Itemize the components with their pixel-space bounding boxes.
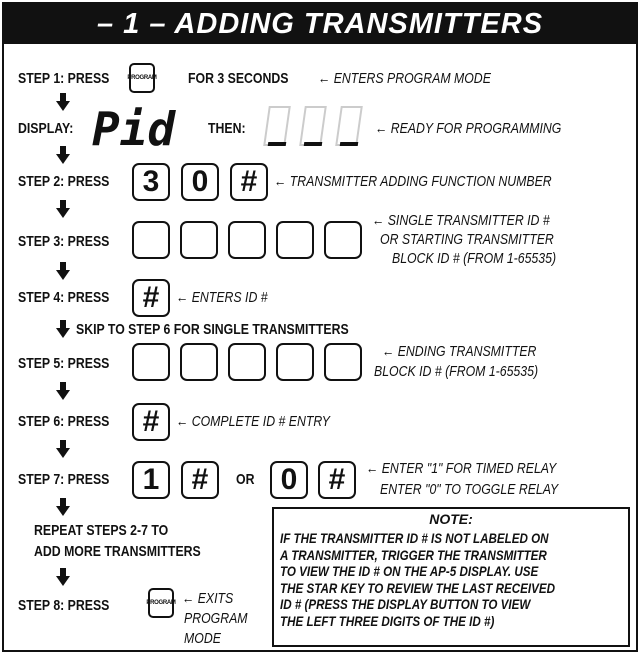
step7-label: STEP 7: PRESS [18, 471, 110, 488]
step3-note-3: BLOCK ID # (FROM 1-65535) [392, 250, 557, 267]
step5-note-1: ← ENDING TRANSMITTER [382, 343, 537, 360]
key-hash [318, 461, 356, 499]
note-title: NOTE: [429, 511, 473, 527]
key-hash-label: # [191, 463, 209, 496]
step2-note: ← TRANSMITTER ADDING FUNCTION NUMBER [274, 173, 552, 190]
note-line: ID # (PRESS THE DISPLAY BUTTON TO VIEW [280, 596, 531, 612]
key-0 [270, 461, 308, 499]
note-line: TO VIEW THE ID # ON THE AP-5 DISPLAY. USE [280, 563, 539, 579]
key-3-label: 3 [142, 165, 160, 198]
key-1-label: 1 [142, 463, 160, 496]
program-key-label: PROGRAM [127, 75, 157, 81]
step2-label: STEP 2: PRESS [18, 173, 110, 190]
step3-note-2: OR STARTING TRANSMITTER [380, 231, 554, 248]
dash-2 [304, 142, 323, 146]
note-line: THE LEFT THREE DIGITS OF THE ID #) [280, 612, 495, 629]
key-hash-label: # [240, 165, 258, 198]
display-label: DISPLAY: [18, 120, 74, 137]
dash-1 [268, 142, 287, 146]
blank-key [228, 221, 266, 259]
key-hash [181, 461, 219, 499]
note-box [272, 507, 630, 647]
step1-note: ← ENTERS PROGRAM MODE [318, 70, 491, 87]
key-hash-label: # [328, 463, 346, 496]
blank-key [132, 343, 170, 381]
program-key-label: PROGRAM [146, 600, 176, 606]
step3-note-1: ← SINGLE TRANSMITTER ID # [372, 212, 550, 229]
key-hash [132, 403, 170, 441]
down-arrow-icon [56, 320, 70, 338]
down-arrow-icon [56, 382, 70, 400]
note-line: THE STAR KEY TO REVIEW THE LAST RECEIVED [280, 579, 556, 596]
blank-key [324, 221, 362, 259]
step8-label: STEP 8: PRESS [18, 597, 110, 614]
repeat-line-1: REPEAT STEPS 2-7 TO [34, 522, 169, 539]
step7-note-1: ← ENTER "1" FOR TIMED RELAY [366, 460, 557, 477]
blank-key [180, 343, 218, 381]
down-arrow-icon [56, 262, 70, 280]
step4-note: ← ENTERS ID # [176, 289, 268, 306]
page-title: – 1 – ADDING TRANSMITTERS [4, 4, 636, 44]
key-0-label: 0 [280, 463, 298, 496]
down-arrow-icon [56, 200, 70, 218]
step6-label: STEP 6: PRESS [18, 413, 110, 430]
note-body [280, 530, 620, 629]
key-0-label: 0 [191, 165, 209, 198]
down-arrow-icon [56, 498, 70, 516]
blank-key [276, 343, 314, 381]
repeat-line-2: ADD MORE TRANSMITTERS [34, 543, 201, 560]
step7-note-2: ENTER "0" TO TOGGLE RELAY [380, 481, 559, 498]
down-arrow-icon [56, 440, 70, 458]
display-then: THEN: [208, 120, 246, 137]
note-line: A TRANSMITTER, TRIGGER THE TRANSMITTER [280, 546, 547, 563]
step8-note-2: PROGRAM [184, 610, 248, 627]
note-line: IF THE TRANSMITTER ID # IS NOT LABELED ON [280, 530, 549, 546]
blank-key [180, 221, 218, 259]
key-hash [230, 163, 268, 201]
key-3 [132, 163, 170, 201]
step5-label: STEP 5: PRESS [18, 355, 110, 372]
step5-note-2: BLOCK ID # (FROM 1-65535) [374, 363, 539, 380]
program-key [148, 588, 174, 618]
program-key [129, 63, 155, 93]
step1-label: STEP 1: PRESS [18, 70, 110, 87]
dash-3 [340, 142, 359, 146]
down-arrow-icon [56, 568, 70, 586]
down-arrow-icon [56, 93, 70, 111]
key-1 [132, 461, 170, 499]
step8-note-3: MODE [184, 630, 221, 647]
down-arrow-icon [56, 146, 70, 164]
key-0 [181, 163, 219, 201]
step3-label: STEP 3: PRESS [18, 233, 110, 250]
blank-key [324, 343, 362, 381]
step7-or: OR [236, 471, 255, 488]
step6-note: ← COMPLETE ID # ENTRY [176, 413, 331, 430]
step1-suffix: FOR 3 SECONDS [188, 70, 289, 87]
display-note: ← READY FOR PROGRAMMING [375, 120, 562, 137]
key-hash [132, 279, 170, 317]
blank-key [228, 343, 266, 381]
blank-key [132, 221, 170, 259]
blank-key [276, 221, 314, 259]
step8-note-1: ← EXITS [182, 590, 234, 607]
key-hash-label: # [142, 281, 160, 314]
step4-label: STEP 4: PRESS [18, 289, 110, 306]
key-hash-label: # [142, 405, 160, 438]
skip-note: SKIP TO STEP 6 FOR SINGLE TRANSMITTERS [76, 321, 349, 338]
display-code: Pid [92, 102, 176, 156]
